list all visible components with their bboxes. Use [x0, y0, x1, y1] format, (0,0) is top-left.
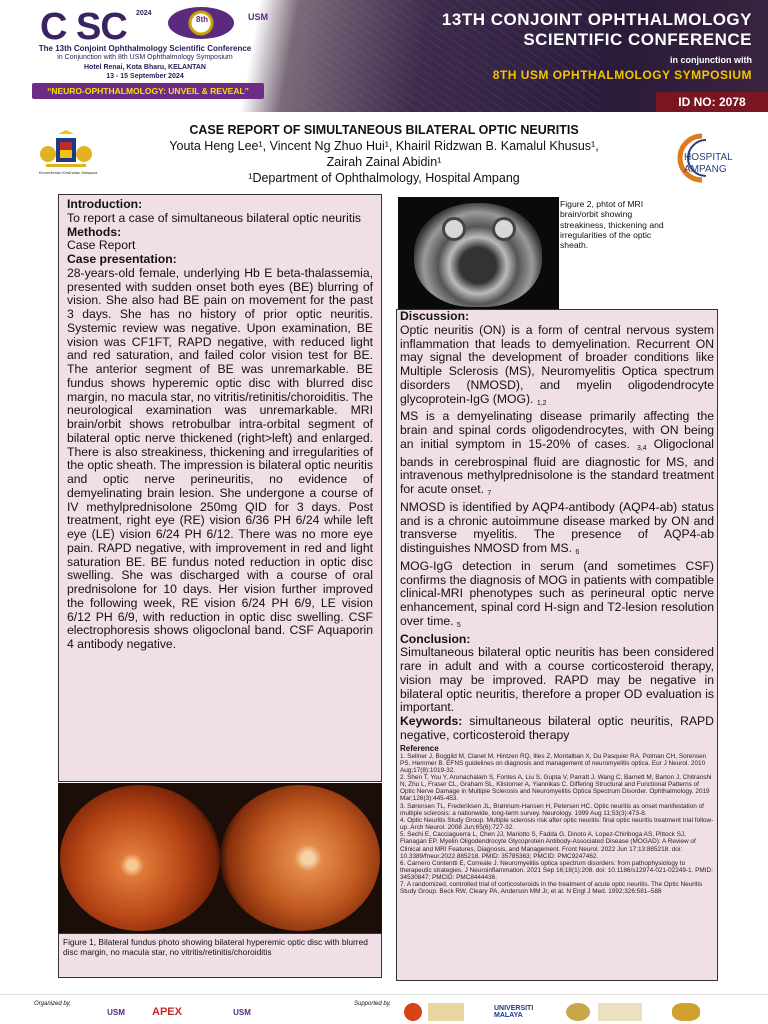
- reference-heading: Reference: [400, 743, 439, 753]
- header-conjunction: in conjunction with: [670, 55, 752, 65]
- conference-header: [0, 0, 768, 112]
- reference-item: 5. Sechi E, Cacciaguerra L, Chen JJ, Mariotto S, Fadda G, Dinoto A, Lopez-Chiriboga AS, Pittock SJ, Flanagan EP. Myelin Oligodendrocyte Glycoprotein Antibody-Associated Disease (MOGAD): A Review of Clinical and MRI Features, Diagnosis, and Management. Front Neurol. 2022 Jun 17;13:885218. doi: 10.3389/fneur.2022.885218. PMID: 35785363; PMCID: PMC9247462.: [400, 831, 696, 860]
- logo-year: 2024: [136, 10, 152, 17]
- id-value: 2078: [718, 95, 746, 109]
- citation: 6: [575, 549, 580, 556]
- reference-item: 7. A randomized, controlled trial of corticosteroids in the treatment of acute optic neuritis. The Optic Neuritis Study Group. Beck RW, Cleary PA, Anderson MM Jr, et al. N Engl J Med. 1992;326:581–588: [400, 881, 703, 896]
- venue: Hotel Renai, Kota Bharu, KELANTAN: [84, 64, 206, 71]
- mri-brain: [414, 203, 542, 307]
- id-label: ID NO:: [678, 95, 716, 109]
- discussion-paragraph: NMOSD is identified by AQP4-antibody (AQP4-ab) status and is a chronic autoimmune disease marked by ON and transverse myelitis. The presence of AQP4-ab distinguishes NMOSD from MS. $_6$: [400, 499, 714, 556]
- reference-list: [400, 753, 714, 896]
- discussion-heading: Discussion:: [400, 309, 470, 323]
- paper-title: CASE REPORT OF SIMULTANEOUS BILATERAL OPTIC NEURITIS: [189, 123, 579, 137]
- usm-logo: USM: [107, 1007, 125, 1017]
- apex-logo: APEX: [152, 1006, 182, 1018]
- reference-item: 3. Sørensen TL, Frederiksen JL, Brønnum-Hansen H, Petersen HC. Optic neuritis as onset manifestation of multiple sclerosis: a nationwide, long-term survey. Neurology. 1999 Aug 11;53(3):473-8.: [400, 802, 704, 817]
- case-text: 28-years-old female, underlying Hb E beta-thalassemia, presented with sudden onset both eyes (BE) blurring of vision. She also had BE pain on movement for the past 3 days. She has no history of prior optic neuritis. Systemic review was negative. Upon examination, BE vision was CF1FT, RAPD negative, with reduced light and red saturation, and failed color vision test for BE. The anterior segment of BE was unremarkable. BE fundus shows hyperemic optic disc with blurred disc margin, no macula star, no vitritis/retinitis/choroiditis. The neurological examination was unremarkable. MRI brain/orbit shows retrobulbar intra-orbital segment of bilateral optic nerve thickened (right>left) and enlarged. There is also streakiness, thickening and irregularities of the optic sheath. The impression is bilateral optic neuritis and optic nerve perineuritis, no evidence of demyelinating brain lesion. She undergone a course of IV methylprednisolone 250mg QID for 3 days. Post treatment, right eye (RE) vision 6/36 PH 6/24 while left eye (LE) vision 6/24 PH 6/12. There was no more eye pain. RAPD negative, with improvement in red and light saturation BE. BE fundus noted reduction in optic disc swelling. She was discharged with a course of oral prednisolone for 10 days. Her vision further improved the following week, RE vision 6/24 PH 6/9, LE vision 6/12 PH 6/9, with reduction in optic disc swelling. CSF electrophoresis shows oligoclonal band. CSF Aquaporin 4 antibody negative.: [67, 265, 373, 651]
- discussion-paragraph: MOG-IgG detection in serum (and sometimes CSF) confirms the diagnosis of MOG in patients with compatible clinical-MRI phenotypes such as perineural optic nerve enhancement, spinal cord H-sign and T2-lesion resolution over time. $_5$: [400, 558, 714, 629]
- citation: 7: [487, 490, 492, 497]
- intro-heading: Introduction:: [67, 197, 143, 211]
- discussion-paragraph: Optic neuritis (ON) is a form of central nervous system inflammation that leads to demyelination. Recurrent ON may signal the development of broader conditions like Multiple Sclerosis (MS), Neuromyelitis Optica spectrum disorders (NMOSD), and myelin oligodendrocyte glycoprotein-IgG (MOG). $_{1,2}$: [400, 322, 714, 407]
- organized-by-label: Organized by,: [34, 1001, 71, 1007]
- theme-banner: “NEURO-OPHTHALMOLOGY: UNVEIL & REVEAL”: [32, 83, 264, 99]
- sponsor-crest-icon: [672, 1003, 700, 1021]
- poster-id-badge: [656, 92, 768, 112]
- keywords: [400, 715, 714, 743]
- fundus-photo-left-eye: [220, 785, 380, 931]
- keywords-heading: Keywords:: [400, 714, 463, 728]
- reference-item: 2. Shen T, You Y, Arunachalam S, Fontes A, Liu S, Gupta V, Parratt J, Wang C, Barnett M, Barton J, Chitranshi N, Zhu L, Fraser CL, Graham SL, Klistorner A, Yiannikas C. Differing Structural and Functional Patterns of Optic Nerve Damage in Multiple Sclerosis and Neuromyelitis Optica Spectrum Disorder. Ophthalmology. 2019 Mar;126(3):445-453.: [400, 773, 712, 803]
- usm-hospital-logo: USM: [233, 1007, 251, 1017]
- affiliation: ¹Department of Ophthalmology, Hospital Ampang: [248, 171, 520, 185]
- citation: 5: [456, 621, 461, 629]
- citation: 3,4: [636, 444, 647, 452]
- discussion-panel: [396, 309, 718, 981]
- supported-by-label: Supported by,: [354, 1001, 391, 1007]
- cosc-logo-block: [0, 0, 290, 112]
- header-title-line1: 13TH CONJOINT OPHTHALMOLOGY: [441, 10, 752, 29]
- sponsor-crest-icon: [566, 1003, 590, 1021]
- hospital-label-ampang: AMPANG: [684, 164, 727, 175]
- reference-item: 1. Sellner J, Boggild M, Clanet M, Hintzen RQ, Illes Z, Montalban X, Du Pasquier RA, Polman CH, Sorensen PS, Hemmer B. EFNS guidelines on diagnosis and management of neuromyelitis optica. Eur J Neurol. 2010 Aug;17(8):1019-32.: [400, 752, 707, 774]
- methods-text: Case Report: [67, 238, 136, 253]
- conference-name: The 13th Conjoint Ophthalmology Scientific Conference: [38, 44, 252, 53]
- sponsor-footer: [0, 994, 768, 1024]
- discussion-paragraph: MS is a demyelinating disease primarily affecting the brain and spinal cords oligodendrocytes, with ON being an initial symptom in 15-20% of cases. $_{3,4}$ Oligoclonal bands in cerebrospinal fluid are diagnostic for MS, and intravenous methylprednisolone is the standard treatment for acute onset. $_7$: [400, 409, 715, 497]
- authors-line2: Zairah Zainal Abidin¹: [326, 155, 442, 169]
- usm-mark: USM: [248, 12, 268, 22]
- intro-text: To report a case of simultaneous bilateral optic neuritis: [67, 210, 362, 225]
- reference-item: 6. Carnero Contentti E, Correale J. Neuromyelitis optica spectrum disorders: from pathophysiology to therapeutic strategies. J Neuroinflammation. 2021 Sep 16;18(1):208. doi: 10.1186/s12974-021-02249-1. PMID: 34530847; PMCID: PMC8444436.: [400, 859, 713, 882]
- conclusion-text: Simultaneous bilateral optic neuritis has been considered rare in adult and with a course corticosteroid therapy, vision may be improved. RAPD may be negative in bilateral optic neuritis, therefore a proper OD evaluation is important.: [400, 645, 714, 715]
- figure2-caption: Figure 2, phtot of MRI brain/orbit showing streakiness, thickening and irregularities of the optic sheath.: [560, 199, 664, 251]
- mri-image: [398, 197, 559, 310]
- header-symposium: 8TH USM OPHTHALMOLOGY SYMPOSIUM: [492, 68, 752, 82]
- case-panel: [58, 194, 382, 782]
- figure1-caption: Figure 1, Bilateral fundus photo showing bilateral hyperemic optic disc with blurred disc margin, no macula star, no vitritis/retinitis/choroiditis: [58, 933, 382, 978]
- sponsor-logo-icon: [598, 1003, 642, 1021]
- moh-crest-icon: [36, 130, 96, 170]
- authors-line1: Youta Heng Lee¹, Vincent Ng Zhuo Hui¹, Khairil Ridzwan B. Kamalul Khusus¹,: [169, 139, 599, 153]
- methods-heading: Methods:: [67, 224, 122, 239]
- moh-caption: Kementerian Kesihatan Malaysia: [38, 170, 98, 175]
- citation: 1,2: [536, 399, 547, 407]
- conjunction-line: in Conjunction with 8th USM Ophthalmology Symposium: [57, 54, 233, 61]
- hospital-label: HOSPITAL: [684, 152, 733, 163]
- universiti-malaya-logo: UNIVERSITI MALAYA: [494, 1005, 534, 1019]
- mri-orbit-left: [442, 217, 466, 241]
- mri-orbit-right: [492, 217, 516, 241]
- eye-badge-text: 8th: [196, 15, 208, 24]
- conference-dates: 13 - 15 September 2024: [106, 73, 184, 80]
- keywords-text: simultaneous bilateral optic neuritis, RAPD negative, corticosteroid therapy: [400, 714, 714, 742]
- fundus-photos: [58, 783, 382, 933]
- reference-item: 4. Optic Neuritis Study Group. Multiple sclerosis risk after optic neuritis: final optic neuritis treatment trial follow-up. Arch Neurol. 2008 Jun;65(6):727-32.: [400, 816, 714, 832]
- sponsor-crest-icon: [404, 1003, 422, 1021]
- conclusion-heading: Conclusion:: [400, 631, 471, 646]
- cosc-logo-text: C SC: [40, 6, 127, 48]
- case-heading: Case presentation:: [67, 252, 177, 266]
- header-title-line2: SCIENTIFIC CONFERENCE: [523, 30, 752, 49]
- university-crest-icon: [428, 1003, 464, 1021]
- fundus-photo-right-eye: [60, 785, 220, 931]
